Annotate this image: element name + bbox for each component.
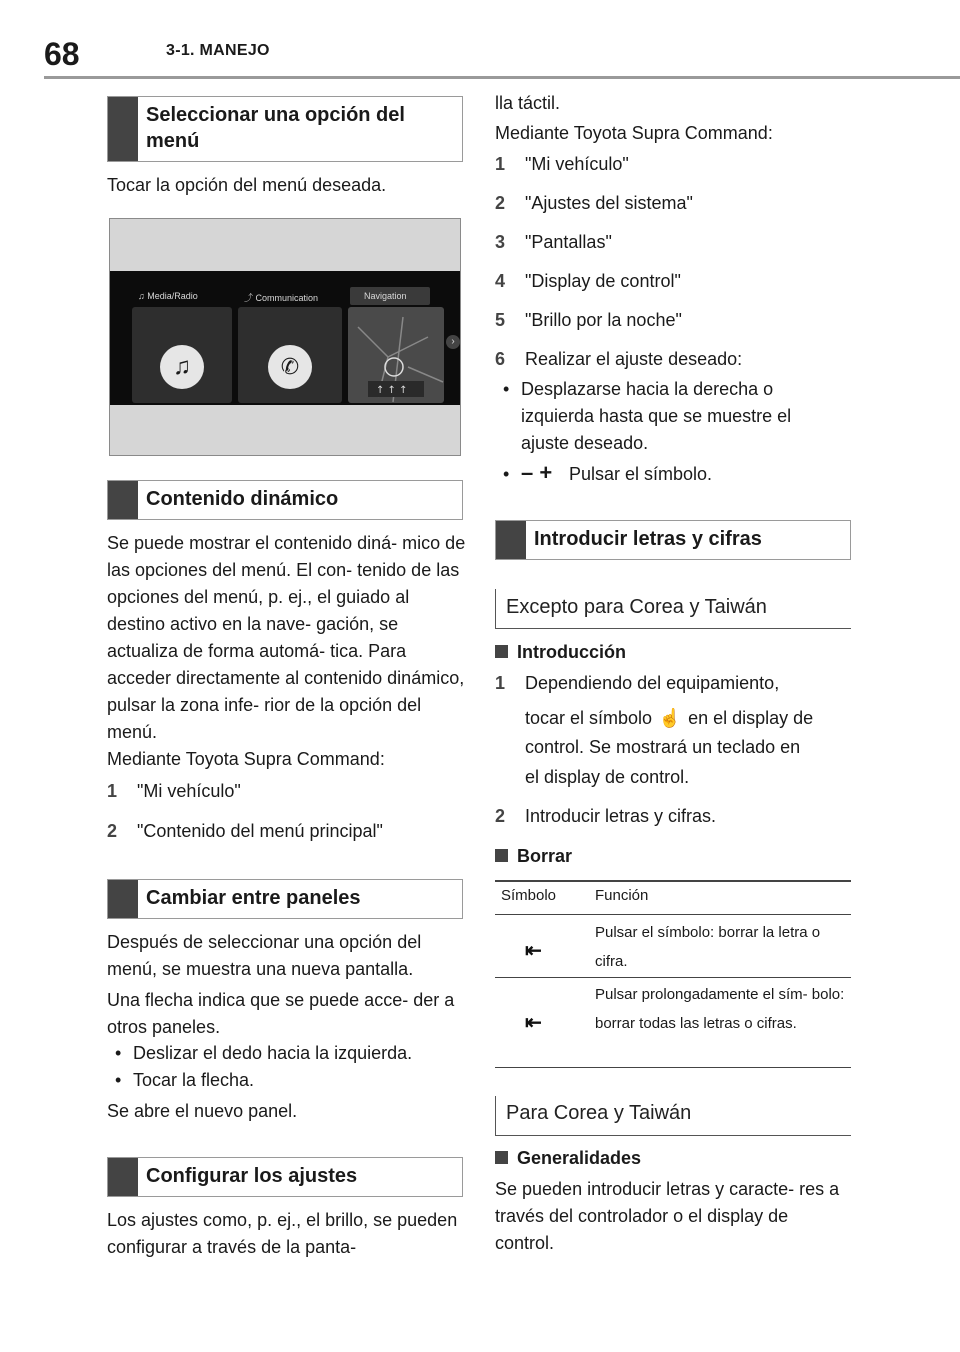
header-rule: [44, 76, 960, 79]
heading-configurar: [107, 1157, 463, 1197]
square-bullet-icon: [495, 645, 508, 658]
panel-media: [132, 307, 232, 403]
paragraph: Tocar la opción del menú deseada.: [107, 175, 387, 195]
svg-text:↑ ↑ ↑: ↑ ↑ ↑: [376, 385, 408, 396]
region-rule-vertical: [495, 589, 496, 629]
region-heading: Excepto para Corea y Taiwán: [506, 596, 767, 618]
region-rule: [495, 628, 851, 629]
keyboard-hand-icon: ☝: [658, 708, 682, 728]
tab-communication-label: ⤴ Communication: [244, 293, 319, 303]
region-heading: Para Corea y Taiwán: [506, 1102, 692, 1124]
heading-text: Cambiar entre paneles: [146, 887, 361, 909]
paragraph: Mediante Toyota Supra Command:: [107, 749, 385, 769]
subheading: Generalidades: [495, 1145, 641, 1172]
control-display-screen: [110, 271, 461, 405]
heading-bar: [108, 481, 138, 519]
subheading: Borrar: [495, 843, 572, 870]
page-header: [0, 0, 960, 80]
region-rule: [495, 1135, 851, 1136]
heading-bar: [108, 97, 138, 161]
heading-seleccionar: [107, 96, 463, 162]
subheading: Introducción: [495, 639, 626, 666]
heading-bar: [496, 521, 526, 559]
heading-text: Configurar los ajustes: [146, 1165, 358, 1187]
backspace-icon: ⇤: [525, 940, 542, 962]
paragraph: lla táctil.: [495, 93, 561, 113]
paragraph: Los ajustes como, p. ej., el brillo, se pueden configurar a través de la panta-: [107, 1210, 458, 1257]
paragraph: Una flecha indica que se puede acce- der a otros paneles.: [107, 990, 455, 1037]
heading-introducir: [495, 520, 851, 560]
heading-text: Introducir letras y cifras: [534, 528, 762, 550]
table-header-function: Función: [595, 887, 649, 904]
step-continuation: tocar el símbolo ☝ en el display de: [525, 705, 855, 732]
region-rule-vertical: [495, 1096, 496, 1136]
paragraph: Mediante Toyota Supra Command:: [495, 123, 773, 143]
square-bullet-icon: [495, 1151, 508, 1164]
heading-bar: [108, 880, 138, 918]
paragraph: Se puede mostrar el contenido diná- mico de las opciones del menú. El con- tenido de las opciones del menú, p. ej., el guiado al destino activo en la nave- gación, se actualiza de forma automá- tica. Para acceder directamente al contenido dinámico, pulsar la zona infe- rior de la opción del menú.: [107, 533, 466, 742]
heading-text: Contenido dinámico: [146, 488, 339, 510]
heading-cambiar: [107, 879, 463, 919]
step-continuation: el display de control.: [525, 767, 690, 787]
heading-contenido: [107, 480, 463, 520]
panel-communication: [238, 307, 342, 403]
paragraph: Después de seleccionar una opción del menú, se muestra una nueva pantalla.: [107, 932, 422, 979]
phone-icon: ✆: [268, 345, 312, 389]
table-header-symbol: Símbolo: [501, 887, 557, 904]
table-cell: Pulsar el símbolo: borrar la letra o cifra.: [595, 924, 821, 970]
menu-screenshot-figure: [109, 218, 461, 456]
heading-bar: [108, 1158, 138, 1196]
heading-text: Seleccionar una opción del menú: [146, 104, 405, 152]
music-note-icon: ♫: [160, 345, 204, 389]
map-icon: [348, 307, 444, 403]
section-title: 3-1. MANEJO: [166, 42, 270, 59]
minus-plus-icon: – +: [521, 460, 553, 485]
backspace-icon: ⇤: [525, 1012, 542, 1034]
panel-navigation: [348, 307, 444, 403]
page-number: 68: [44, 36, 80, 72]
step-continuation: control. Se mostrará un teclado en: [525, 737, 801, 757]
chevron-right-icon: ›: [446, 335, 460, 349]
paragraph: Se pueden introducir letras y caracte- res a través del controlador o el display de control.: [495, 1179, 840, 1253]
table-cell: Pulsar prolongadamente el sím- bolo: borrar todas las letras o cifras.: [595, 986, 845, 1032]
tab-media-label: ♫ Media/Radio: [138, 291, 198, 301]
paragraph: Se abre el nuevo panel.: [107, 1101, 298, 1121]
square-bullet-icon: [495, 849, 508, 862]
tab-navigation-label: Navigation: [364, 291, 407, 301]
